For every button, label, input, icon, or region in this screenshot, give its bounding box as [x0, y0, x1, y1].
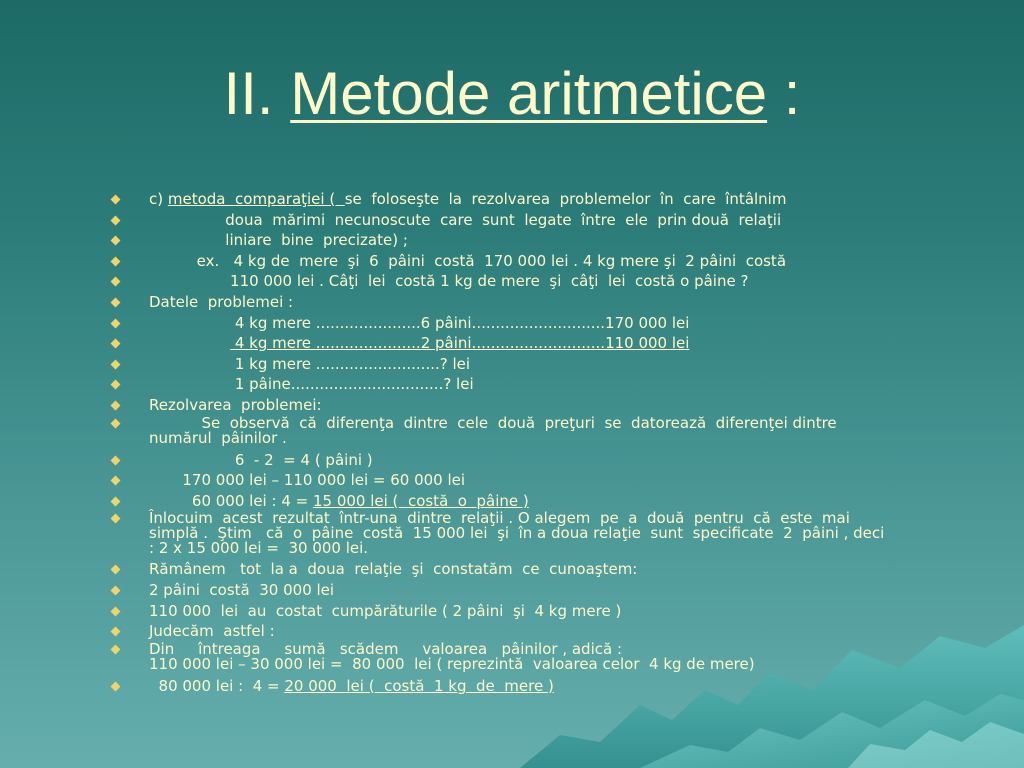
diamond-bullet-icon — [111, 627, 121, 637]
bullet-line — [112, 333, 1012, 354]
diamond-bullet-icon — [111, 476, 121, 486]
diamond-bullet-icon — [111, 318, 121, 328]
bullet-line — [112, 621, 1012, 642]
diamond-bullet-icon — [111, 514, 121, 524]
title-main: Metode aritmetice — [290, 60, 768, 127]
diamond-bullet-icon — [111, 236, 121, 246]
line-text: se foloseşte la rezolvarea problemelor în care întâlnim — [344, 190, 787, 208]
line-text: Se observă că diferenţa dintre cele două preţuri se datorează diferenţei dintre numărul pâinilor . — [149, 413, 837, 448]
line-text: 170 000 lei – 110 000 lei = 60 000 lei — [149, 471, 466, 490]
bullet-line — [112, 271, 1012, 292]
bullet-line — [112, 450, 1012, 471]
line-text: 6 - 2 = 4 ( pâini ) — [149, 450, 373, 469]
underlined-text: metoda comparaţiei ( — [167, 190, 345, 208]
bullet-line — [112, 676, 1012, 697]
line-text: 1 kg mere ..........................? lei — [149, 354, 471, 373]
bullet-line — [112, 413, 1012, 450]
bullet-line — [112, 292, 1012, 313]
diamond-bullet-icon — [111, 339, 121, 349]
line-text: Înlocuim acest rezultat într-una dintre relaţii . O alegem pe a două pentru că este mai simplă . Ştim că o pâine costă 15 000 lei şi în a doua relaţie sunt specificate 2 pâini , deci : 2 x 15 000 lei = 30 000 lei. — [149, 509, 885, 558]
line-text: Rezolvarea problemei: — [149, 395, 322, 414]
bullet-line — [112, 230, 1012, 251]
underlined-text: 20 000 lei ( costă 1 kg de mere ) — [284, 676, 554, 695]
diamond-bullet-icon — [111, 455, 121, 465]
title-prefix: II. — [223, 60, 291, 127]
line-text: 2 pâini costă 30 000 lei — [149, 580, 335, 599]
bullet-line — [112, 470, 1012, 491]
diamond-bullet-icon — [111, 418, 121, 428]
bullet-list — [112, 189, 1012, 696]
diamond-bullet-icon — [111, 585, 121, 595]
title-suffix: : — [767, 60, 801, 127]
diamond-bullet-icon — [111, 359, 121, 369]
slide-title — [0, 58, 1024, 130]
bullet-line — [112, 374, 1012, 395]
line-text: Judecăm astfel : — [149, 622, 275, 641]
diamond-bullet-icon — [111, 298, 121, 308]
line-text: 110 000 lei . Câţi lei costă 1 kg de mere şi câţi lei costă o pâine ? — [149, 272, 749, 291]
diamond-bullet-icon — [111, 400, 121, 410]
diamond-bullet-icon — [111, 277, 121, 287]
line-text: 1 pâine................................? lei — [149, 375, 474, 394]
diamond-bullet-icon — [111, 380, 121, 390]
diamond-bullet-icon — [111, 565, 121, 575]
bullet-line — [112, 580, 1012, 601]
diamond-bullet-icon — [111, 215, 121, 225]
bullet-line — [112, 511, 1012, 559]
bullet-line — [112, 601, 1012, 622]
diamond-bullet-icon — [111, 496, 121, 506]
bullet-line — [112, 251, 1012, 272]
line-text: c) — [149, 190, 168, 208]
underlined-text: 4 kg mere ......................2 pâini............................110 000 lei — [230, 334, 690, 353]
line-text: Rămânem tot la a doua relaţie şi constatăm ce cunoaştem: — [149, 560, 638, 579]
diamond-bullet-icon — [111, 644, 121, 654]
bullet-line — [112, 189, 1012, 210]
line-text — [149, 334, 230, 352]
line-text: doua mărimi necunoscute care sunt legate între ele prin două relaţii — [149, 210, 782, 229]
line-text: 60 000 lei : 4 = — [149, 491, 313, 510]
bullet-line — [112, 395, 1012, 416]
line-text: Din întreaga sumă scădem valoarea pâinilor , adică : 110 000 lei – 30 000 lei = 80 000 lei ( reprezintă valoarea celor 4 kg de mere) — [149, 639, 755, 674]
line-text: liniare bine precizate) ; — [149, 231, 408, 250]
diamond-bullet-icon — [111, 681, 121, 691]
underlined-text: 15 000 lei ( costă o pâine ) — [312, 491, 529, 510]
bullet-line — [112, 313, 1012, 334]
diamond-bullet-icon — [111, 195, 121, 205]
diamond-bullet-icon — [111, 256, 121, 266]
diamond-bullet-icon — [111, 606, 121, 616]
line-text: ex. 4 kg de mere şi 6 pâini costă 170 000 lei . 4 kg mere şi 2 pâini costă — [149, 251, 787, 270]
line-text: Datele problemei : — [149, 292, 294, 311]
bullet-line — [112, 210, 1012, 231]
bullet-line — [112, 354, 1012, 375]
line-text: 110 000 lei au costat cumpărăturile ( 2 pâini şi 4 kg mere ) — [149, 601, 622, 620]
bullet-line — [112, 559, 1012, 580]
line-text: 4 kg mere ......................6 pâini............................170 000 lei — [149, 313, 690, 332]
bullet-line — [112, 639, 1012, 676]
line-text: 80 000 lei : 4 = — [149, 676, 285, 695]
